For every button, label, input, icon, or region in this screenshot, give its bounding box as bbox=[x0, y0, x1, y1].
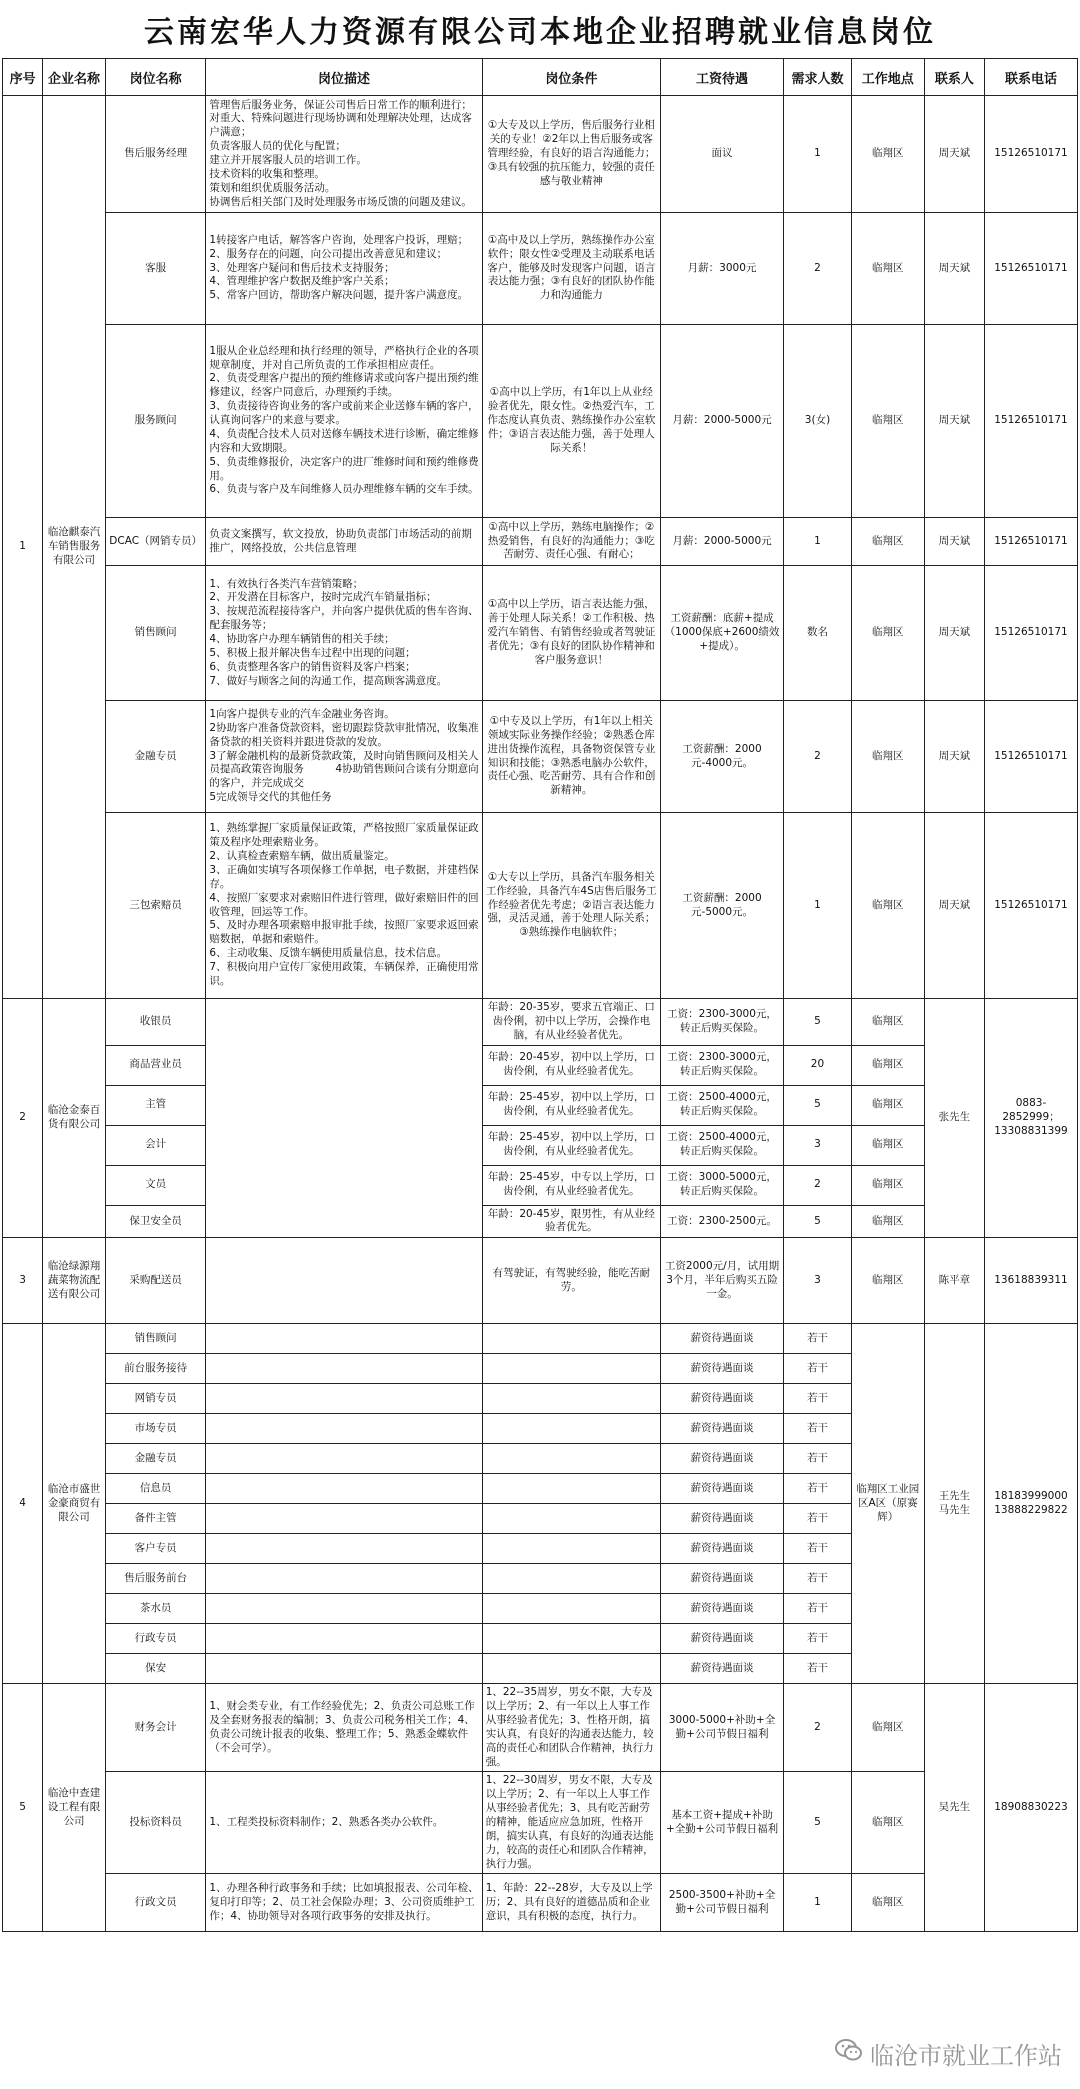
job-name: 三包索赔员 bbox=[105, 813, 205, 999]
company-name: 临沧中查建设工程有限公司 bbox=[43, 1684, 106, 1932]
headcount: 若干 bbox=[784, 1414, 852, 1444]
headcount: 若干 bbox=[784, 1384, 852, 1414]
headcount: 20 bbox=[784, 1045, 852, 1085]
header-cell: 序号 bbox=[3, 59, 43, 96]
job-requirements: ①高中以上学历，语言表达能力强，善于处理人际关系！②工作积极、热爱汽车销售、有销售经验或者驾驶证者优先；③有良好的团队协作精神和客户服务意识！ bbox=[482, 566, 660, 701]
salary: 薪资待遇面谈 bbox=[661, 1474, 784, 1504]
table-row bbox=[3, 1874, 1078, 1932]
contact-phone: 15126510171 bbox=[984, 213, 1077, 325]
job-requirements: ①大专以上学历，具备汽车服务相关工作经验，具备汽车4S店售后服务工作经验者优先考虑；②语言表达能力强，灵活灵通，善于处理人际关系；③熟练操作电脑软件； bbox=[482, 813, 660, 999]
headcount: 1 bbox=[784, 813, 852, 999]
job-requirements: 1、22--30周岁，男女不限，大专及以上学历；2、有一年以上人事工作从事经验者优先；3、具有吃苦耐劳的精神，能适应应急加班，性格开朗，搞实认真，有良好的沟通表达能力，较高的责任心和团队合作精神，执行力强。 bbox=[482, 1772, 660, 1874]
work-location: 临翔区 bbox=[851, 1874, 924, 1932]
job-requirements: 年龄：20-45岁，限男性，有从业经验者优先。 bbox=[482, 1205, 660, 1238]
job-requirements: 年龄：20-45岁，初中以上学历，口齿伶俐，有从业经验者优先。 bbox=[482, 1045, 660, 1085]
job-requirements: ①高中以上学历，有1年以上从业经验者优先，限女性。②热爱汽车，工作态度认真负责、熟练操作办公室软件；③语言表达能力强，善于处理人际关系！ bbox=[482, 325, 660, 518]
contact-person: 周天斌 bbox=[924, 325, 984, 518]
table-row bbox=[3, 1238, 1078, 1324]
job-name: 客户专员 bbox=[105, 1534, 205, 1564]
header-cell: 工作地点 bbox=[851, 59, 924, 96]
job-name: 财务会计 bbox=[105, 1684, 205, 1772]
header-cell: 需求人数 bbox=[784, 59, 852, 96]
header-cell: 工资待遇 bbox=[661, 59, 784, 96]
contact-phone: 15126510171 bbox=[984, 813, 1077, 999]
job-description bbox=[206, 1624, 482, 1654]
table-row bbox=[3, 999, 1078, 1046]
table-row bbox=[3, 1125, 1078, 1165]
job-description bbox=[206, 1474, 482, 1504]
salary: 工资：2300-2500元。 bbox=[661, 1205, 784, 1238]
table-row bbox=[3, 1684, 1078, 1772]
table-row bbox=[3, 325, 1078, 518]
contact-person: 陈平章 bbox=[924, 1238, 984, 1324]
page-title: 云南宏华人力资源有限公司本地企业招聘就业信息岗位 bbox=[144, 15, 936, 50]
table-row bbox=[3, 701, 1078, 813]
contact-phone: 13618839311 bbox=[984, 1238, 1077, 1324]
job-description bbox=[206, 1594, 482, 1624]
job-name: 销售顾问 bbox=[105, 566, 205, 701]
headcount: 3 bbox=[784, 1238, 852, 1324]
contact-phone: 18908830223 bbox=[984, 1684, 1077, 1932]
salary: 薪资待遇面谈 bbox=[661, 1384, 784, 1414]
salary: 薪资待遇面谈 bbox=[661, 1444, 784, 1474]
company-name: 临沧麒泰汽车销售服务有限公司 bbox=[43, 96, 106, 999]
salary: 2500-3500+补助+全勤+公司节假日福利 bbox=[661, 1874, 784, 1932]
job-name: 市场专员 bbox=[105, 1414, 205, 1444]
work-location: 临翔区 bbox=[851, 1684, 924, 1772]
headcount: 5 bbox=[784, 1205, 852, 1238]
headcount: 若干 bbox=[784, 1444, 852, 1474]
job-requirements bbox=[482, 1564, 660, 1594]
table-row bbox=[3, 96, 1078, 213]
table-row bbox=[3, 213, 1078, 325]
job-description: 管理售后服务业务，保证公司售后日常工作的顺利进行； 对重大、特殊问题进行现场协调和处理解决处理，达成客户满意； 负责客服人员的优化与配置； 建立并开展客服人员的培训工作。 技术资料的收集和整理。 策划和组织优质服务活动。 协调售后相关部门及时处理服务市场反馈的问题及建议。 bbox=[206, 96, 482, 213]
salary: 月薪：3000元 bbox=[661, 213, 784, 325]
table-row bbox=[3, 1772, 1078, 1874]
job-description: 1、工程类投标资料制作；2、熟悉各类办公软件。 bbox=[206, 1772, 482, 1874]
salary: 月薪：2000-5000元 bbox=[661, 325, 784, 518]
contact-person: 周天斌 bbox=[924, 213, 984, 325]
job-name: 信息员 bbox=[105, 1474, 205, 1504]
contact-person: 王先生 马先生 bbox=[924, 1324, 984, 1684]
job-requirements: 年龄：20-35岁，要求五官端正、口齿伶俐，初中以上学历，会操作电脑，有从业经验者优先。 bbox=[482, 999, 660, 1046]
job-name: 投标资料员 bbox=[105, 1772, 205, 1874]
salary: 薪资待遇面谈 bbox=[661, 1354, 784, 1384]
watermark bbox=[834, 2035, 1062, 2071]
table-row bbox=[3, 1205, 1078, 1238]
contact-person: 周天斌 bbox=[924, 566, 984, 701]
job-description: 1转接客户电话，解答客户咨询，处理客户投诉，理赔； 2、服务存在的问题，向公司提出改善意见和建议； 3、处理客户疑问和售后技术支持服务； 4、管理维护客户数据及维护客户关系； 5、常客户回访，帮助客户解决问题，提升客户满意度。 bbox=[206, 213, 482, 325]
row-number: 2 bbox=[3, 999, 43, 1238]
job-requirements bbox=[482, 1474, 660, 1504]
headcount: 若干 bbox=[784, 1654, 852, 1684]
job-name: 售后服务经理 bbox=[105, 96, 205, 213]
job-description: 1服从企业总经理和执行经理的领导，严格执行企业的各项规章制度，并对自己所负责的工作承担相应责任。 2、负责受理客户提出的预约维修请求或向客户提出预约维修建议，经客户同意后，办理预约手续。 3、负责接待咨询业务的客户或前来企业送修车辆的客户，认真询问客户的来意与要求。 4、负责配合技术人员对送修车辆技术进行诊断，确定维修内容和大致期限。 5、负责维修报价，决定客户的进厂维修时间和预约维修费用。 6、负责与客户及车间维修人员办理维修车辆的交车手续。 bbox=[206, 325, 482, 518]
headcount: 若干 bbox=[784, 1594, 852, 1624]
work-location: 临翔区 bbox=[851, 1165, 924, 1205]
job-name: DCAC（网销专员） bbox=[105, 518, 205, 566]
headcount: 2 bbox=[784, 701, 852, 813]
job-name: 采购配送员 bbox=[105, 1238, 205, 1324]
salary: 工资：2300-3000元，转正后购买保险。 bbox=[661, 1045, 784, 1085]
job-name: 售后服务前台 bbox=[105, 1564, 205, 1594]
salary: 薪资待遇面谈 bbox=[661, 1564, 784, 1594]
table-row bbox=[3, 1324, 1078, 1354]
work-location: 临翔区 bbox=[851, 1238, 924, 1324]
salary: 月薪：2000-5000元 bbox=[661, 518, 784, 566]
job-requirements: 1、22--35周岁，男女不限，大专及以上学历；2、有一年以上人事工作从事经验者优先；3、性格开朗，搞实认真，有良好的沟通表达能力，较高的责任心和团队合作精神，执行力强。 bbox=[482, 1684, 660, 1772]
job-requirements bbox=[482, 1504, 660, 1534]
row-number: 4 bbox=[3, 1324, 43, 1684]
job-requirements bbox=[482, 1624, 660, 1654]
headcount: 若干 bbox=[784, 1534, 852, 1564]
headcount: 2 bbox=[784, 1165, 852, 1205]
job-requirements: 1、年龄：22--28岁，大专及以上学历；2、具有良好的道德品质和企业意识，具有积极的态度，执行力。 bbox=[482, 1874, 660, 1932]
salary: 工资：2500-4000元，转正后购买保险。 bbox=[661, 1085, 784, 1125]
work-location: 临翔区 bbox=[851, 701, 924, 813]
job-table bbox=[2, 58, 1078, 1932]
header-cell: 岗位名称 bbox=[105, 59, 205, 96]
contact-person: 张先生 bbox=[924, 999, 984, 1238]
job-requirements bbox=[482, 1384, 660, 1414]
watermark-text: 临沧市就业工作站 bbox=[870, 2041, 1062, 2070]
job-description: 1、财会类专业，有工作经验优先；2、负责公司总账工作及全套财务报表的编制；3、负责公司税务相关工作；4、负责公司统计报表的收集、整理工作；5、熟悉金蝶软件（不会可学）。 bbox=[206, 1684, 482, 1772]
headcount: 若干 bbox=[784, 1624, 852, 1654]
table-row bbox=[3, 1045, 1078, 1085]
contact-phone: 15126510171 bbox=[984, 701, 1077, 813]
job-requirements: ①高中及以上学历，熟练操作办公室软件；限女性②受理及主动联系电话客户，能够及时发现客户问题，语言表达能力强；③有良好的团队协作能力和沟通能力 bbox=[482, 213, 660, 325]
headcount: 1 bbox=[784, 1874, 852, 1932]
headcount: 5 bbox=[784, 1085, 852, 1125]
work-location: 临翔区 bbox=[851, 566, 924, 701]
headcount: 2 bbox=[784, 1684, 852, 1772]
headcount: 3 bbox=[784, 1125, 852, 1165]
salary: 工资薪酬：2000元-4000元。 bbox=[661, 701, 784, 813]
row-number: 3 bbox=[3, 1238, 43, 1324]
salary: 工资：2300-3000元，转正后购买保险。 bbox=[661, 999, 784, 1046]
job-name: 行政文员 bbox=[105, 1874, 205, 1932]
job-name: 收银员 bbox=[105, 999, 205, 1046]
job-description: 负责文案撰写，软文投放，协助负责部门市场活动的前期推广，网络投放，公共信息管理 bbox=[206, 518, 482, 566]
work-location: 临翔区 bbox=[851, 213, 924, 325]
header-cell: 岗位描述 bbox=[206, 59, 482, 96]
job-requirements: 年龄：25-45岁，初中以上学历，口齿伶俐，有从业经验者优先。 bbox=[482, 1125, 660, 1165]
headcount: 若干 bbox=[784, 1564, 852, 1594]
headcount: 若干 bbox=[784, 1324, 852, 1354]
salary: 薪资待遇面谈 bbox=[661, 1414, 784, 1444]
job-name: 销售顾问 bbox=[105, 1324, 205, 1354]
table-row bbox=[3, 1165, 1078, 1205]
job-description bbox=[206, 1354, 482, 1384]
headcount: 若干 bbox=[784, 1354, 852, 1384]
job-description: 1向客户提供专业的汽车金融业务咨询。 2协助客户准备贷款资料，密切跟踪贷款审批情况，收集准备贷款的相关资料并跟进贷款的发放。 3了解金融机构的最新贷款政策，及时向销售顾问及相关人员提高政策咨询服务 4协助销售顾问合谈有分期意向的客户，并完成成交 5完成领导交代的其他任务 bbox=[206, 701, 482, 813]
work-location: 临翔区 bbox=[851, 518, 924, 566]
work-location: 临翔区 bbox=[851, 813, 924, 999]
job-name: 备件主管 bbox=[105, 1504, 205, 1534]
work-location: 临翔区 bbox=[851, 999, 924, 1046]
job-name: 主管 bbox=[105, 1085, 205, 1125]
job-requirements bbox=[482, 1414, 660, 1444]
job-name: 会计 bbox=[105, 1125, 205, 1165]
contact-phone: 0883-2852999；13308831399 bbox=[984, 999, 1077, 1238]
job-description: 1、有效执行各类汽车营销策略； 2、开发潜在目标客户，按时完成汽车销量指标； 3、按规范流程接待客户，并向客户提供优质的售车咨询、配套服务等； 4、协助客户办理车辆销售的相关手续； 5、积极上报并解决售车过程中出现的问题； 6、负责整理各客户的销售资料及客户档案； 7、做好与顾客之间的沟通工作，提高顾客满意度。 bbox=[206, 566, 482, 701]
work-location: 临翔区 bbox=[851, 96, 924, 213]
job-name: 商品营业员 bbox=[105, 1045, 205, 1085]
work-location: 临翔区 bbox=[851, 325, 924, 518]
job-name: 前台服务接待 bbox=[105, 1354, 205, 1384]
salary: 面议 bbox=[661, 96, 784, 213]
headcount: 若干 bbox=[784, 1474, 852, 1504]
job-name: 服务顾问 bbox=[105, 325, 205, 518]
salary: 工资薪酬：底薪+提成（1000保底+2600绩效+提成）。 bbox=[661, 566, 784, 701]
contact-person: 周天斌 bbox=[924, 701, 984, 813]
contact-phone: 15126510171 bbox=[984, 518, 1077, 566]
salary: 工资2000元/月，试用期3个月，半年后购买五险一金。 bbox=[661, 1238, 784, 1324]
contact-phone: 15126510171 bbox=[984, 96, 1077, 213]
job-requirements bbox=[482, 1594, 660, 1624]
salary: 薪资待遇面谈 bbox=[661, 1534, 784, 1564]
contact-person: 周天斌 bbox=[924, 96, 984, 213]
salary: 工资：2500-4000元，转正后购买保险。 bbox=[661, 1125, 784, 1165]
headcount: 1 bbox=[784, 96, 852, 213]
header-cell: 企业名称 bbox=[43, 59, 106, 96]
job-name: 行政专员 bbox=[105, 1624, 205, 1654]
headcount: 数名 bbox=[784, 566, 852, 701]
job-requirements: 有驾驶证，有驾驶经验，能吃苦耐劳。 bbox=[482, 1238, 660, 1324]
headcount: 5 bbox=[784, 1772, 852, 1874]
salary: 薪资待遇面谈 bbox=[661, 1324, 784, 1354]
job-requirements: ①中专及以上学历，有1年以上相关领域实际业务操作经验；②熟悉仓库进出货操作流程，具备物资保管专业知识和技能；③熟悉电脑办公软件，责任心强、吃苦耐劳、具有合作和创新精神。 bbox=[482, 701, 660, 813]
contact-person: 吴先生 bbox=[924, 1684, 984, 1932]
salary: 基本工资+提成+补助+全勤+公司节假日福利 bbox=[661, 1772, 784, 1874]
salary: 薪资待遇面谈 bbox=[661, 1594, 784, 1624]
job-description bbox=[206, 1384, 482, 1414]
job-requirements bbox=[482, 1354, 660, 1384]
job-requirements: ①高中以上学历，熟练电脑操作；②热爱销售，有良好的沟通能力；③吃苦耐劳、责任心强、有耐心； bbox=[482, 518, 660, 566]
job-description bbox=[206, 1238, 482, 1324]
company-name: 临沧市盛世金豪商贸有限公司 bbox=[43, 1324, 106, 1684]
company-name: 临沧金泰百货有限公司 bbox=[43, 999, 106, 1238]
company-name: 临沧绿源翔蔬菜物流配送有限公司 bbox=[43, 1238, 106, 1324]
header-cell: 岗位条件 bbox=[482, 59, 660, 96]
job-requirements bbox=[482, 1444, 660, 1474]
job-name: 保安 bbox=[105, 1654, 205, 1684]
salary: 工资薪酬：2000元-5000元。 bbox=[661, 813, 784, 999]
work-location: 临翔区 bbox=[851, 1205, 924, 1238]
work-location: 临翔区 bbox=[851, 1125, 924, 1165]
salary: 薪资待遇面谈 bbox=[661, 1654, 784, 1684]
headcount: 5 bbox=[784, 999, 852, 1046]
row-number: 5 bbox=[3, 1684, 43, 1932]
job-description bbox=[206, 999, 482, 1238]
job-name: 客服 bbox=[105, 213, 205, 325]
work-location: 临翔区 bbox=[851, 1085, 924, 1125]
headcount: 1 bbox=[784, 518, 852, 566]
job-requirements: ①大专及以上学历，售后服务行业相关的专业！②2年以上售后服务或客管理经验，有良好的语言沟通能力；③具有较强的抗压能力，较强的责任感与敬业精神 bbox=[482, 96, 660, 213]
salary: 工资：3000-5000元，转正后购买保险。 bbox=[661, 1165, 784, 1205]
contact-phone: 15126510171 bbox=[984, 325, 1077, 518]
job-name: 茶水员 bbox=[105, 1594, 205, 1624]
job-description bbox=[206, 1564, 482, 1594]
contact-phone: 15126510171 bbox=[984, 566, 1077, 701]
headcount: 3(女) bbox=[784, 325, 852, 518]
contact-person: 周天斌 bbox=[924, 518, 984, 566]
job-description bbox=[206, 1444, 482, 1474]
job-description bbox=[206, 1504, 482, 1534]
job-requirements bbox=[482, 1534, 660, 1564]
job-requirements bbox=[482, 1324, 660, 1354]
table-row bbox=[3, 1085, 1078, 1125]
job-requirements: 年龄：25-45岁，中专以上学历，口齿伶俐，有从业经验者优先。 bbox=[482, 1165, 660, 1205]
job-description bbox=[206, 1654, 482, 1684]
header-cell: 联系人 bbox=[924, 59, 984, 96]
job-description: 1、办理各种行政事务和手续；比如填报报表、公司年检、复印打印等；2、员工社会保险办理；3、公司资质维护工作；4、协助领导对各项行政事务的安排及执行。 bbox=[206, 1874, 482, 1932]
job-description bbox=[206, 1414, 482, 1444]
headcount: 2 bbox=[784, 213, 852, 325]
table-row bbox=[3, 566, 1078, 701]
work-location: 临翔区 bbox=[851, 1045, 924, 1085]
job-description bbox=[206, 1534, 482, 1564]
job-description: 1、熟练掌握厂家质量保证政策，严格按照厂家质量保证政策及程序处理索赔业务。 2、认真检查索赔车辆，做出质量鉴定。 3、正确如实填写各项保修工作单据，电子数据，并建档保存。 4、按照厂家要求对索赔旧件进行管理，做好索赔旧件的回收管理，回运等工作。 5、及时办理各项索赔申报审批手续，按照厂家要求返回索赔数据，单据和索赔件。 6、主动收集、反馈车辆使用质量信息，技术信息。 7、积极向用户宣传厂家使用政策，车辆保养，正确使用常识。 bbox=[206, 813, 482, 999]
salary: 3000-5000+补助+全勤+公司节假日福利 bbox=[661, 1684, 784, 1772]
job-requirements bbox=[482, 1654, 660, 1684]
work-location: 临翔区 bbox=[851, 1772, 924, 1874]
table-header-row bbox=[3, 59, 1078, 96]
job-name: 网销专员 bbox=[105, 1384, 205, 1414]
job-name: 保卫安全员 bbox=[105, 1205, 205, 1238]
header-cell: 联系电话 bbox=[984, 59, 1077, 96]
salary: 薪资待遇面谈 bbox=[661, 1504, 784, 1534]
job-description bbox=[206, 1324, 482, 1354]
salary: 薪资待遇面谈 bbox=[661, 1624, 784, 1654]
row-number: 1 bbox=[3, 96, 43, 999]
table-row bbox=[3, 518, 1078, 566]
job-name: 金融专员 bbox=[105, 1444, 205, 1474]
job-name: 文员 bbox=[105, 1165, 205, 1205]
work-location: 临翔区工业园区A区（原赛辉） bbox=[851, 1324, 924, 1684]
job-requirements: 年龄：25-45岁，初中以上学历，口齿伶俐，有从业经验者优先。 bbox=[482, 1085, 660, 1125]
headcount: 若干 bbox=[784, 1504, 852, 1534]
job-name: 金融专员 bbox=[105, 701, 205, 813]
wechat-icon bbox=[834, 2035, 864, 2071]
contact-phone: 18183999000 13888229822 bbox=[984, 1324, 1077, 1684]
contact-person: 周天斌 bbox=[924, 813, 984, 999]
table-row bbox=[3, 813, 1078, 999]
